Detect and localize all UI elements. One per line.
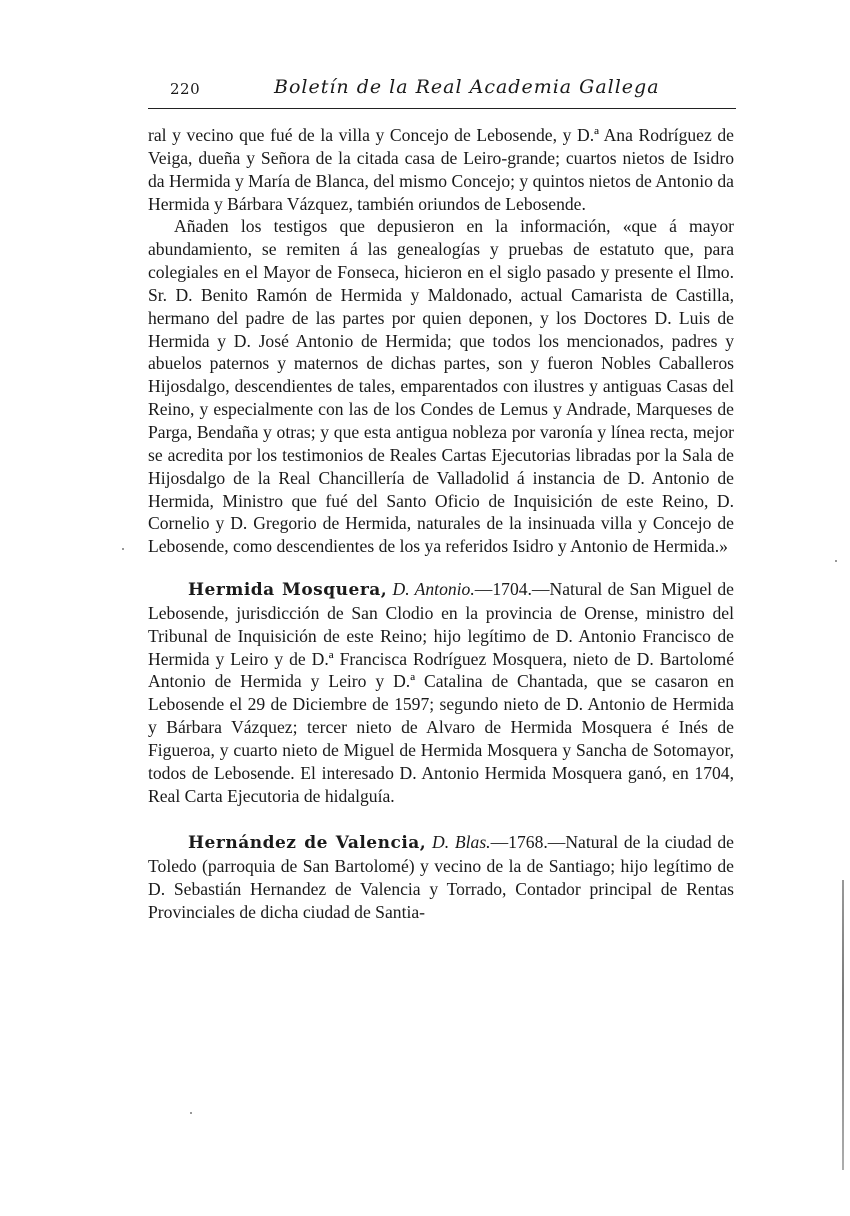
scan-speck — [122, 548, 124, 550]
entry-title: D. Blas. — [432, 832, 491, 853]
entry-text: —1768.—Natural de la ciudad de Toledo (parroquia de San Bartolomé) y vecino de la de Santiago; hijo legítimo de D. Sebastián Hernandez de Valencia y Torrado, Contador principal de Rentas Provinciales de dicha ciudad de Santia- — [148, 832, 734, 922]
paragraph-continuation: ral y vecino que fué de la villa y Concejo de Lebosende, y D.ª Ana Rodríguez de Veiga, dueña y Señora de la citada casa de Leiro-grande; cuartos nietos de Isidro da Hermida y María de Blanca, del mismo Concejo; y quintos nietos de Antonio da Hermida y Bárbara Vázquez, también oriundos de Lebosende. — [148, 125, 734, 214]
scan-speck — [190, 1112, 192, 1114]
running-title: Boletín de la Real Academia Gallega — [274, 76, 660, 98]
scan-speck — [835, 560, 837, 562]
paragraph-testimony: Añaden los testigos que depusieron en la información, «que á mayor abundamiento, se remiten á las genealogías y pruebas de estatuto que, para colegiales en el Mayor de Fonseca, hicieron en el siglo pasado y presente el Ilmo. Sr. D. Benito Ramón de Hermida y Maldonado, actual Camarista de Castilla, hermano del padre de las partes por quien deponen, y los Doctores D. Luis de Hermida y D. José Antonio de Hermida; que todos los mencionados, padres y abuelos paternos y maternos de dichas partes, son y fueron Nobles Caballeros Hijosdalgo, descendientes de tales, emparentados con ilustres y antiguas Casas del Reino, y especialmente con las de los Condes de Lemus y Andrade, Marqueses de Parga, Bendaña y otras; y que esta antigua nobleza por varonía y línea recta, mejor se acredita por los testimonios de Reales Cartas Ejecutorias libradas por la Sala de Hijosdalgo de la Real Chancillería de Valladolid á instancia de D. Antonio de Hermida, Ministro que fué del Santo Oficio de Inquisición de este Reino, D. Cornelio y D. Gregorio de Hermida, naturales de la insinuada villa y Concejo de Lebosende, como descendientes de los ya referidos Isidro y Antonio de Hermida.» — [148, 216, 734, 557]
page-header — [148, 70, 736, 109]
entry-name: Hernández de Valencia, — [188, 833, 427, 854]
entry-hernandez-de-valencia — [148, 831, 734, 923]
scan-edge-mark — [842, 880, 844, 1170]
page-number: 220 — [170, 80, 201, 98]
entry-text: —1704.—Natural de San Miguel de Lebosende, jurisdicción de San Clodio en la provincia de Orense, ministro del Tribunal de Inquisición de este Reino; hijo legítimo de D. Antonio Francisco de Hermida y Leiro y de D.ª Francisca Rodríguez Mosquera, nieto de D. Bartolomé Antonio de Hermida y Leiro y D.ª Catalina de Chantada, que se casaron en Lebosende el 29 de Diciembre de 1597; segundo nieto de D. Antonio de Hermida y Bárbara Vázquez; tercer nieto de Alvaro de Hermida Mosquera é Inés de Figueroa, y cuarto nieto de Miguel de Hermida Mosquera y Sancha de Sotomayor, todos de Lebosende. El interesado D. Antonio Hermida Mosquera ganó, en 1704, Real Carta Ejecutoria de hidalguía. — [148, 579, 734, 806]
entry-title: D. Antonio. — [392, 579, 475, 600]
entry-name: Hermida Mosquera, — [188, 580, 388, 601]
body-text — [148, 124, 734, 924]
entry-hermida-mosquera — [148, 578, 734, 807]
